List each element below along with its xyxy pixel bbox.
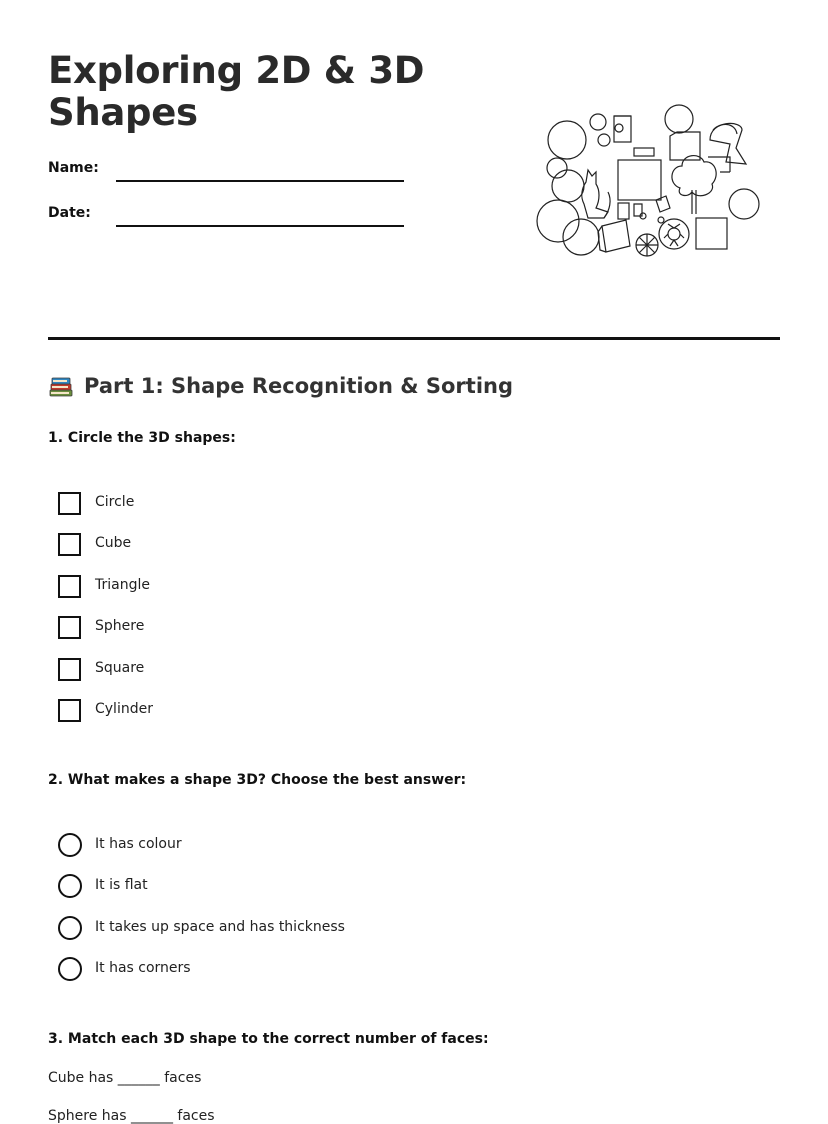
q1-option-circle[interactable] [58, 491, 135, 515]
name-label: Name: [48, 160, 99, 176]
option-label: Triangle [95, 577, 150, 593]
books-icon [48, 373, 74, 399]
q3-match-line-sphere[interactable]: Sphere has ______ faces [48, 1108, 215, 1124]
checkbox[interactable] [58, 492, 81, 515]
checkbox[interactable] [58, 699, 81, 722]
checkbox[interactable] [58, 616, 81, 639]
checkbox[interactable] [58, 658, 81, 681]
date-label: Date: [48, 205, 91, 221]
option-label: Cube [95, 535, 132, 551]
shapes-collage-illustration [530, 100, 765, 260]
part1-title: Part 1: Shape Recognition & Sorting [84, 374, 514, 398]
section-divider [48, 337, 780, 340]
option-label: Square [95, 660, 145, 676]
q2-option-corners[interactable] [58, 957, 191, 981]
worksheet-title: Exploring 2D & 3D Shapes [48, 49, 425, 134]
option-label: Cylinder [95, 701, 153, 717]
option-label: Circle [95, 494, 135, 510]
q3-match-line-cube[interactable]: Cube has ______ faces [48, 1070, 202, 1086]
option-label: Sphere [95, 618, 145, 634]
q1-option-square[interactable] [58, 657, 145, 681]
q1-option-cylinder[interactable] [58, 698, 153, 722]
q2-option-flat[interactable] [58, 874, 148, 898]
radio-button[interactable] [58, 833, 82, 857]
question-1-prompt: 1. Circle the 3D shapes: [48, 430, 236, 446]
name-field[interactable] [116, 180, 404, 182]
radio-button[interactable] [58, 874, 82, 898]
radio-button[interactable] [58, 957, 82, 981]
question-2-prompt: 2. What makes a shape 3D? Choose the best answer: [48, 772, 467, 788]
q1-option-triangle[interactable] [58, 574, 150, 598]
part1-heading [48, 373, 513, 399]
option-label: It has colour [95, 836, 182, 852]
q2-option-thickness[interactable] [58, 916, 345, 940]
question-3-prompt: 3. Match each 3D shape to the correct number of faces: [48, 1031, 489, 1047]
checkbox[interactable] [58, 533, 81, 556]
option-label: It has corners [95, 960, 191, 976]
q1-option-cube[interactable] [58, 532, 132, 556]
option-label: It is flat [95, 877, 148, 893]
q2-option-colour[interactable] [58, 833, 182, 857]
radio-button[interactable] [58, 916, 82, 940]
checkbox[interactable] [58, 575, 81, 598]
q1-option-sphere[interactable] [58, 615, 145, 639]
date-field[interactable] [116, 225, 404, 227]
option-label: It takes up space and has thickness [95, 919, 345, 935]
